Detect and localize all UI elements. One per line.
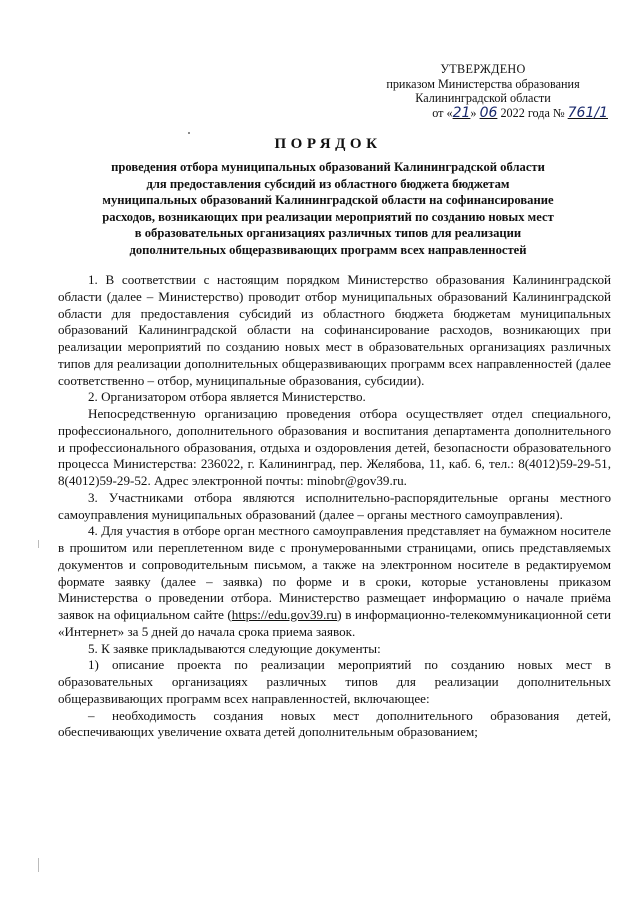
date-mid: » [470, 105, 480, 120]
scan-margin-mark [38, 540, 39, 548]
approval-stamp [358, 62, 608, 120]
subtitle-line: в образовательных организациях различных типов для реализации [134, 226, 522, 241]
paragraph-5-end: ) в информационно-телекоммуникационной сети «Интернет» за 5 дней до начала срока приема заявок. [58, 607, 611, 639]
subtitle-line: проведения отбора муниципальных образований Калининградской области [111, 160, 545, 174]
approval-heading: УТВЕРЖДЕНО [440, 62, 526, 76]
subtitle-line: для предоставления субсидий из областного бюджета бюджетам [146, 176, 510, 191]
paragraph-5-start: 4. Для участия в отборе орган местного самоуправления представляет на бумажном носителе в прошитом или переплетенном виде с пронумерованными страницами, опись представляемых документов и сопроводительным письмом, а также на электронном носителе в редактируемом формате заявку (далее – заявка) по форме и в сроки, которые установлены приказом Министерства о проведении отбора. Министерство размещает информацию о начале приёма заявок на официальном сайте ( [58, 523, 611, 622]
paragraph-1: 1. В соответствии с настоящим порядком Министерство образования Калининградской области (далее – Министерство) проводит отбор муниципальных образований Калининградской области для предоставления субсидий из областного бюджета бюджетам муниципальных образований Калининградской области на софинансирование расходов, возникающих при реализации мероприятий по созданию новых мест в образовательных организациях различных типов для реализации дополнительных общеразвивающих программ всех направленностей (далее соответственно – отбор, муниципальные образования, субсидии). [58, 272, 611, 388]
subtitle-line: дополнительных общеразвивающих программ всех направленностей [129, 242, 527, 257]
website-link[interactable]: https://edu.gov39.ru [231, 607, 338, 622]
paragraph-6: 5. К заявке прикладываются следующие документы: [88, 640, 381, 656]
approval-order-line: приказом Министерства образования [386, 76, 580, 91]
title-block [58, 136, 598, 259]
approval-region-line: Калининградской области [415, 91, 551, 105]
paragraph-8: – необходимость создания новых мест дополнительного образования детей, обеспечивающих увеличение охвата детей дополнительным образованием; [58, 707, 611, 740]
paragraph-4: 3. Участниками отбора являются исполнительно-распорядительные органы местного самоуправления муниципальных образований (далее – органы местного самоуправления). [58, 489, 611, 522]
paragraph-2: 2. Организатором отбора является Министерство. [88, 389, 366, 405]
subtitle-line: расходов, возникающих при реализации мероприятий по созданию новых мест [102, 209, 554, 224]
handwritten-month: 06 [479, 104, 498, 121]
document-body [58, 272, 611, 741]
date-suffix: 2022 года № [497, 105, 568, 120]
scan-dust-mark [188, 132, 190, 134]
document-title: ПОРЯДОК [274, 136, 382, 152]
scan-margin-mark [38, 858, 39, 872]
handwritten-day: 21 [452, 104, 471, 121]
subtitle-line: муниципальных образований Калининградской области на софинансирование [102, 193, 554, 208]
handwritten-order-number: 761/1 [567, 104, 608, 121]
paragraph-3: Непосредственную организацию проведения отбора осуществляет отдел специального, профессионального, дополнительного образования и воспитания департамента дополнительного и профессионального образования, отдыха и оздоровления детей, безопасности образовательного процесса Министерства: 236022, г. Калининград, пер. Желябова, 11, каб. 6, тел.: 8(4012)59-29-51, 8(4012)59-29-52. Адрес электронной почты: minobr@gov39.ru. [58, 406, 611, 488]
document-subtitle [58, 159, 598, 259]
paragraph-7: 1) описание проекта по реализации мероприятий по созданию новых мест в образовательных организациях различных типов для реализации дополнительных общеразвивающих программ всех направленностей, включающее: [58, 657, 611, 706]
paragraph-5 [58, 523, 611, 640]
date-prefix: от « [432, 105, 453, 120]
approval-date-line [358, 106, 608, 121]
